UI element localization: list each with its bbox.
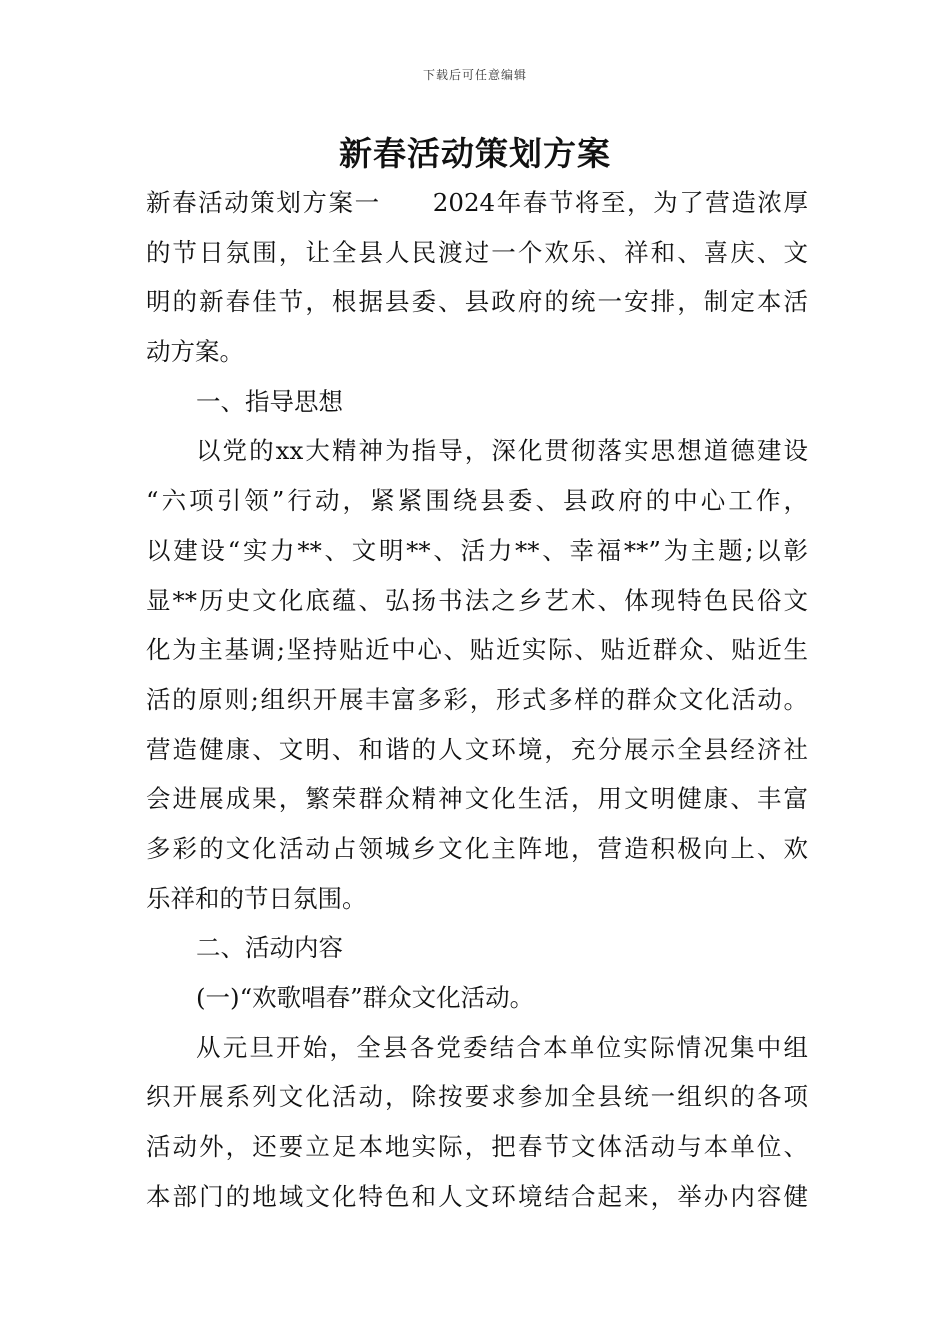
document-body [146, 178, 808, 1221]
body-line: 明的新春佳节，根据县委、县政府的统一安排，制定本活 [146, 287, 808, 317]
body-line: “六项引领”行动，紧紧围绕县委、县政府的中心工作， [146, 486, 808, 516]
subsection-heading: (一)“欢歌唱春”群众文化活动。 [196, 983, 535, 1012]
section-heading: 二、活动内容 [196, 933, 343, 963]
body-line: 本部门的地域文化特色和人文环境结合起来，举办内容健 [146, 1181, 808, 1211]
document-title: 新春活动策划方案 [339, 134, 611, 173]
body-line: 会进展成果，繁荣群众精神文化生活，用文明健康、丰富 [146, 784, 808, 814]
body-line: 多彩的文化活动占领城乡文化主阵地，营造积极向上、欢 [146, 833, 808, 863]
body-line: 活动外，还要立足本地实际，把春节文体活动与本单位、 [146, 1132, 808, 1162]
body-line: 从元旦开始，全县各党委结合本单位实际情况集中组 [196, 1032, 808, 1062]
body-line: 织开展系列文化活动，除按要求参加全县统一组织的各项 [146, 1082, 808, 1112]
body-line: 以党的xx大精神为指导，深化贯彻落实思想道德建设 [196, 436, 808, 466]
body-line: 化为主基调;坚持贴近中心、贴近实际、贴近群众、贴近生 [146, 635, 808, 665]
body-line: 的节日氛围，让全县人民渡过一个欢乐、祥和、喜庆、文 [146, 237, 808, 267]
body-line: 活的原则;组织开展丰富多彩，形式多样的群众文化活动。 [146, 684, 808, 714]
body-line: 动方案。 [146, 337, 244, 367]
header-note: 下载后可任意编辑 [422, 68, 527, 82]
body-line: 显**历史文化底蕴、弘扬书法之乡艺术、体现特色民俗文 [146, 585, 808, 615]
section-heading: 一、指导思想 [196, 386, 343, 416]
body-line: 营造健康、文明、和谐的人文环境，充分展示全县经济社 [146, 734, 808, 764]
body-line: 以建设“实力**、文明**、活力**、幸福**”为主题;以彰 [146, 535, 808, 565]
body-line: 新春活动策划方案一 2024年春节将至，为了营造浓厚 [146, 188, 808, 217]
body-line: 乐祥和的节日氛围。 [146, 883, 367, 913]
